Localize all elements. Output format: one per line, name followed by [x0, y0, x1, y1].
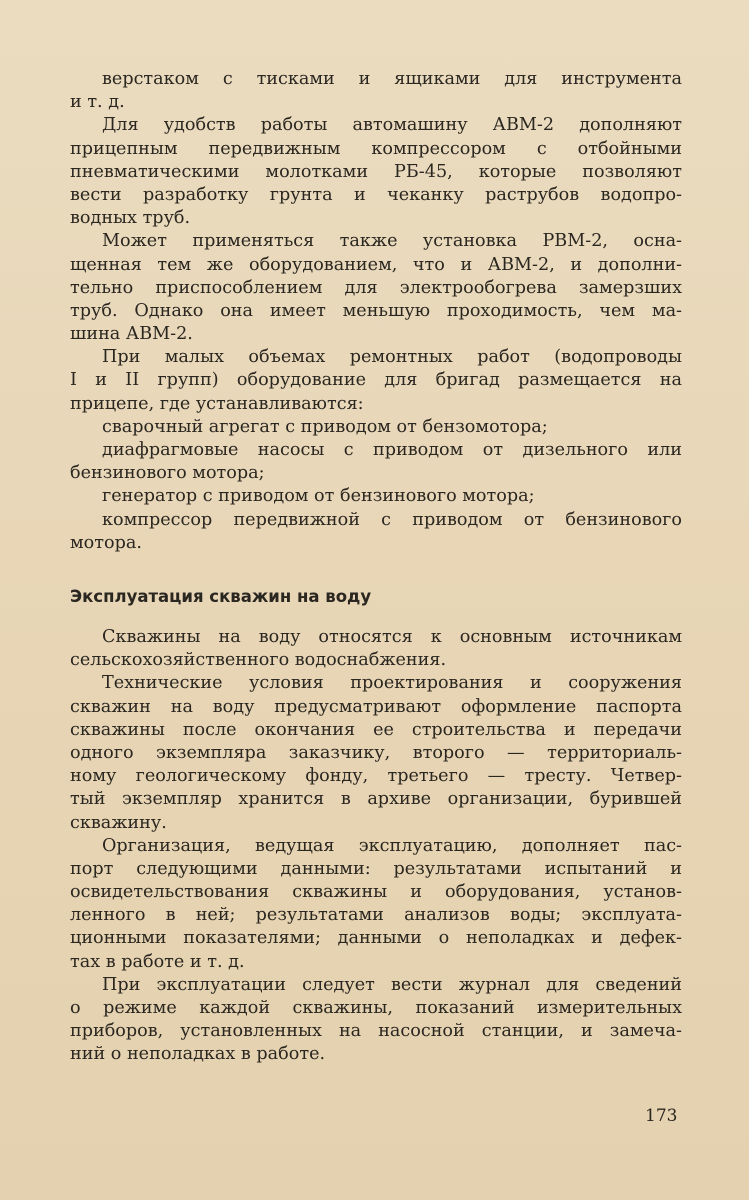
text-line: При малых объемах ремонтных работ (водопроводы	[102, 347, 682, 368]
text-line: мотора.	[70, 532, 142, 553]
text-line: ний о неполадках в работе.	[70, 1044, 326, 1065]
text-line: Для удобств работы автомашину АВМ-2 дополняют	[102, 115, 682, 136]
text-line: освидетельствования скважины и оборудования, установ-	[70, 882, 682, 903]
text-block-bottom	[70, 626, 682, 1067]
text-line: скважину.	[70, 812, 167, 833]
text-block-top	[70, 68, 682, 555]
text-line: скважины после окончания ее строительства и передачи	[70, 719, 682, 740]
text-line: диафрагмовые насосы с приводом от дизельного или	[102, 440, 682, 460]
text-line: скважин на воду предусматривают оформление паспорта	[70, 696, 682, 717]
text-line: труб. Однако она имеет меньшую проходимость, чем ма-	[70, 300, 682, 321]
text-line: Может применяться также установка РВМ-2, осна-	[102, 231, 682, 252]
text-line: тельно приспособлением для электрообогрева замерзших	[70, 277, 682, 298]
text-line: сварочный агрегат с приводом от бензомотора;	[102, 416, 548, 437]
text-line: Организация, ведущая эксплуатацию, дополняет пас-	[102, 835, 682, 856]
text-line: о режиме каждой скважины, показаний измерительных	[70, 998, 682, 1018]
text-line: сельскохозяйственного водоснабжения.	[70, 650, 447, 671]
text-line: компрессор передвижной с приводом от бензинового	[102, 509, 682, 530]
text-line: генератор с приводом от бензинового мотора;	[102, 486, 535, 507]
section-heading: Эксплуатация скважин на воду	[70, 587, 372, 606]
text-line: вести разработку грунта и чеканку раструбов водопро-	[70, 184, 682, 205]
text-line: приборов, установленных на насосной станции, и замеча-	[70, 1021, 682, 1042]
text-line: ному геологическому фонду, третьего — тресту. Четвер-	[70, 766, 682, 787]
text-line: верстаком с тисками и ящиками для инструмента	[102, 69, 682, 89]
text-line: шина АВМ-2.	[70, 324, 193, 345]
text-line: ленного в ней; результатами анализов воды; эксплуата-	[70, 905, 682, 926]
text-line: При эксплуатации следует вести журнал для сведений	[102, 974, 682, 995]
text-line: пневматическими молотками РБ-45, которые позволяют	[70, 161, 682, 182]
text-line: водных труб.	[70, 208, 191, 229]
text-line: прицепным передвижным компрессором с отбойными	[70, 138, 682, 159]
text-line: прицепе, где устанавливаются:	[70, 393, 364, 414]
text-line: тый экземпляр хранится в архиве организации, бурившей	[70, 789, 682, 810]
text-line: Скважины на воду относятся к основным источникам	[102, 627, 682, 647]
text-line: и т. д.	[70, 92, 125, 113]
page-number: 173	[645, 1106, 678, 1126]
text-line: Технические условия проектирования и сооружения	[102, 673, 682, 694]
text-line: I и II групп) оборудование для бригад размещается на	[70, 370, 682, 391]
text-line: щенная тем же оборудованием, что и АВМ-2, и дополни-	[70, 254, 682, 275]
text-line: ционными показателями; данными о неполадках и дефек-	[70, 928, 682, 949]
text-line: тах в работе и т. д.	[70, 951, 245, 972]
text-line: одного экземпляра заказчику, второго — территориаль-	[70, 742, 682, 763]
text-line: порт следующими данными: результатами испытаний и	[70, 858, 682, 879]
text-line: бензинового мотора;	[70, 463, 265, 484]
